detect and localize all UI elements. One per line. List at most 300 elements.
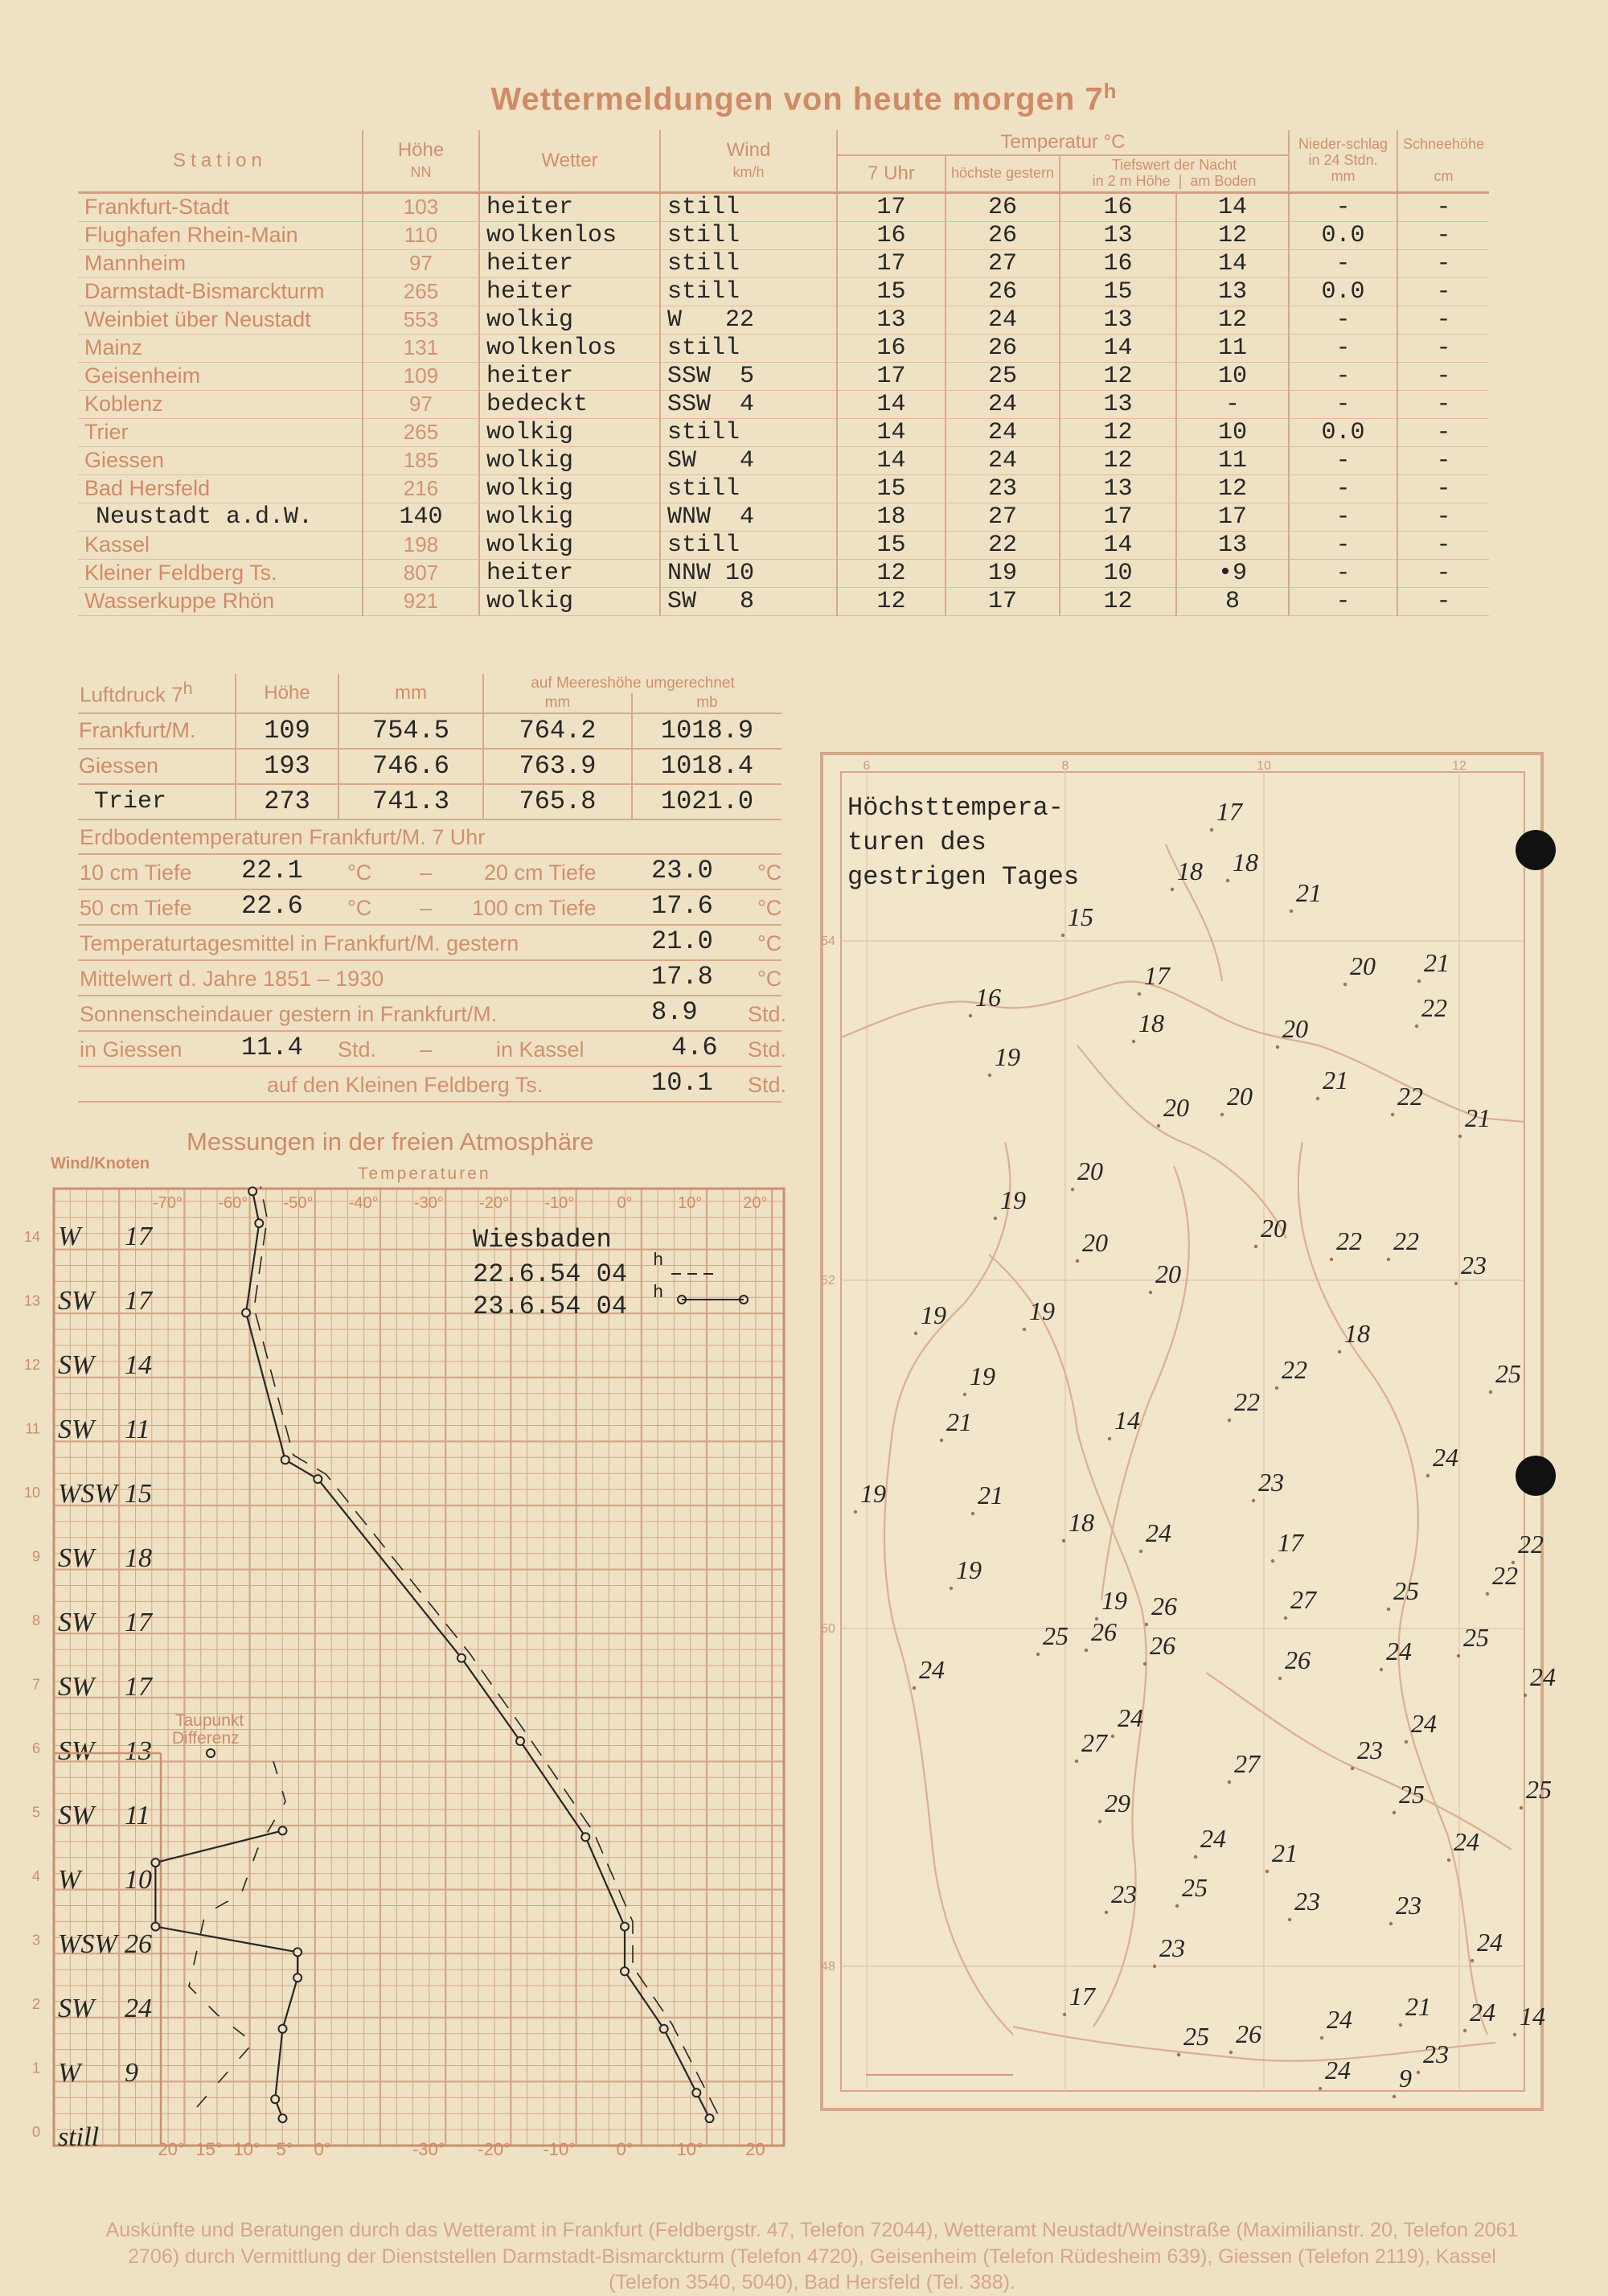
cell-min2m: 12: [1060, 418, 1176, 446]
pressure-cell-sea_mm: 763.9: [483, 749, 632, 784]
cell-min2m: 12: [1060, 587, 1176, 615]
map-station-dot: [1489, 1390, 1492, 1394]
dewpoint-tick-label: 15°: [195, 2139, 223, 2159]
cell-wind: still: [660, 418, 837, 446]
cell-schnee: -: [1397, 249, 1489, 277]
map-temperature-value: 24: [1433, 1443, 1458, 1472]
map-temperature-value: 25: [1043, 1621, 1069, 1650]
cell-station: Bad Hersfeld: [78, 474, 363, 503]
sonne-giessen-kassel-row: in Giessen 11.4 Std. – in Kassel 4.6 Std.: [78, 1032, 781, 1067]
map-station-dot: [994, 1217, 997, 1220]
height-tick-label: 7: [31, 1676, 40, 1693]
map-station-dot: [1399, 2023, 1402, 2027]
wind-speed: 18: [125, 1543, 152, 1573]
cell-min2m: 16: [1060, 249, 1176, 277]
map-station-dot: [1380, 1668, 1383, 1671]
map-station-dot: [1153, 1965, 1156, 1968]
map-temperature-value: 21: [946, 1407, 972, 1436]
wind-direction: W: [58, 1222, 81, 1251]
cell-wetter: wolkenlos: [479, 334, 660, 362]
pressure-cell-hoehe: 109: [236, 713, 338, 749]
cell-t7: 15: [837, 531, 946, 559]
station-label: Wiesbaden: [473, 1225, 612, 1255]
pressure-header-hoehe: Höhe: [236, 674, 338, 713]
cell-wind: SW 4: [660, 446, 837, 474]
header-hoehe: Höhe NN: [363, 130, 479, 192]
map-station-dot: [1288, 1918, 1291, 1921]
map-station-dot: [1276, 1045, 1279, 1049]
map-station-dot: [940, 1439, 943, 1442]
wind-direction: SW: [58, 1736, 95, 1766]
map-temperature-value: 21: [1424, 948, 1450, 977]
map-station-dot: [1278, 1677, 1282, 1680]
map-station-dot: [1061, 934, 1064, 937]
map-station-dot: [1343, 983, 1347, 986]
cell-max: 24: [946, 306, 1060, 334]
map-temperature-value: 20: [1155, 1259, 1181, 1288]
weather-row: [78, 306, 1489, 334]
map-station-dot: [1149, 1291, 1152, 1294]
cell-station: Flughafen Rhein-Main: [78, 221, 363, 249]
pressure-header-sea-mb: mb: [632, 693, 781, 713]
pressure-header-sea: auf Meereshöhe umgerechnet: [483, 674, 781, 693]
cell-nied: -: [1289, 503, 1397, 531]
cell-station: Weinbiet über Neustadt: [78, 306, 363, 334]
cell-nied: -: [1289, 192, 1397, 221]
map-temperature-value: 27: [1081, 1728, 1107, 1757]
cell-wind: SSW 4: [660, 390, 837, 418]
map-station-dot: [1275, 1386, 1278, 1390]
header-tiefstwert: Tiefswert der Nacht in 2 m Höhe | am Boden: [1060, 155, 1289, 192]
date1-sup: h: [653, 1251, 664, 1271]
height-tick-label: 8: [31, 1612, 40, 1629]
cell-schnee: -: [1397, 559, 1489, 587]
map-station-dot: [1171, 888, 1174, 891]
cell-boden: 12: [1176, 221, 1289, 249]
wind-speed: 17: [125, 1222, 152, 1251]
map-station-dot: [1524, 1694, 1527, 1697]
height-tick-label: 11: [25, 1420, 40, 1437]
height-tick-label: 5: [31, 1804, 40, 1821]
wind-speed: 14: [125, 1350, 152, 1380]
cell-nied: 0.0: [1289, 277, 1397, 306]
map-temperature-value: 19: [956, 1555, 982, 1584]
cell-min2m: 17: [1060, 503, 1176, 531]
cell-schnee: -: [1397, 418, 1489, 446]
header-t7: 7 Uhr: [837, 155, 946, 192]
height-tick-label: 0: [31, 2124, 40, 2140]
meridian-label: 12: [1452, 759, 1466, 773]
map-temperature-value: 17: [1144, 961, 1170, 990]
map-temperature-value: 23: [1159, 1933, 1185, 1962]
cell-wind: still: [660, 277, 837, 306]
cell-nied: -: [1289, 249, 1397, 277]
map-station-dot: [1284, 1616, 1287, 1620]
cell-t7: 18: [837, 503, 946, 531]
cell-schnee: -: [1397, 362, 1489, 390]
cell-station: Geisenheim: [78, 362, 363, 390]
cell-nied: -: [1289, 446, 1397, 474]
soil-row-50-100: 50 cm Tiefe 22.6 °C – 100 cm Tiefe 17.6 °C: [78, 890, 781, 926]
wind-label: Wind/Knoten: [51, 1155, 150, 1173]
page-title: Wettermeldungen von heute morgen 7$^h$: [490, 79, 1118, 117]
cell-t7: 17: [837, 192, 946, 221]
cell-max: 25: [946, 362, 1060, 390]
temp-tick-label: -20°: [479, 1194, 510, 1212]
map-station-dot: [969, 1014, 972, 1017]
cell-wetter: wolkig: [479, 503, 660, 531]
cell-hoehe: 97: [363, 390, 479, 418]
cell-min2m: 12: [1060, 446, 1176, 474]
cell-max: 24: [946, 418, 1060, 446]
soil-row-10-20: 10 cm Tiefe 22.1 °C – 20 cm Tiefe 23.0 °C: [78, 855, 781, 890]
wind-direction: SW: [58, 1801, 95, 1830]
map-temperature-value: 24: [1118, 1703, 1143, 1732]
map-temperature-value: 19: [1101, 1586, 1127, 1615]
temp-tick-label: -50°: [283, 1194, 314, 1212]
map-station-dot: [854, 1510, 857, 1514]
cell-min2m: 16: [1060, 192, 1176, 221]
map-station-dot: [1415, 1025, 1418, 1028]
map-station-dot: [1145, 1623, 1148, 1626]
map-station-dot: [1105, 1911, 1108, 1914]
weather-row: [78, 334, 1489, 362]
map-temperature-value: 20: [1282, 1014, 1308, 1043]
map-temperature-value: 21: [1465, 1103, 1491, 1132]
cell-min2m: 13: [1060, 390, 1176, 418]
cell-wind: still: [660, 474, 837, 503]
cell-station: Giessen: [78, 446, 363, 474]
map-station-dot: [1458, 1135, 1462, 1138]
map-station-dot: [1457, 1654, 1460, 1657]
cell-max: 26: [946, 277, 1060, 306]
wind-direction: SW: [58, 1543, 95, 1573]
cell-wetter: wolkenlos: [479, 221, 660, 249]
map-temperature-value: 20: [1082, 1228, 1108, 1257]
temp-bottom-tick-label: 20: [745, 2139, 765, 2159]
parallel-label: 54: [821, 934, 835, 948]
cell-station: Trier: [78, 418, 363, 446]
cell-nied: -: [1289, 474, 1397, 503]
map-temperature-value: 22: [1336, 1226, 1362, 1255]
map-station-dot: [1391, 1113, 1394, 1116]
cell-wind: W 22: [660, 306, 837, 334]
cell-t7: 12: [837, 559, 946, 587]
map-station-dot: [1338, 1350, 1341, 1353]
sonne-feldberg-row: auf den Kleinen Feldberg Ts. 10.1 Std.: [78, 1067, 781, 1103]
cell-station: Neustadt a.d.W.: [78, 503, 363, 531]
cell-hoehe: 185: [363, 446, 479, 474]
cell-boden: 13: [1176, 531, 1289, 559]
cell-max: 19: [946, 559, 1060, 587]
weather-row: [78, 362, 1489, 390]
map-temperature-value: 20: [1163, 1093, 1189, 1122]
cell-hoehe: 97: [363, 249, 479, 277]
map-station-dot: [1075, 1760, 1078, 1763]
map-temperature-value: 22: [1282, 1355, 1307, 1384]
cell-hoehe: 131: [363, 334, 479, 362]
map-temperature-value: 24: [1325, 2056, 1351, 2084]
temp-tick-label: -30°: [413, 1194, 444, 1212]
cell-station: Darmstadt-Bismarckturm: [78, 277, 363, 306]
wind-speed: 10: [125, 1865, 152, 1895]
wind-speed: 13: [125, 1736, 152, 1766]
map-temperature-value: 20: [1227, 1082, 1253, 1111]
map-temperature-value: 22: [1393, 1226, 1419, 1255]
cell-wind: still: [660, 531, 837, 559]
atmosphere-title: Messungen in der freien Atmosphäre: [187, 1127, 594, 1156]
cell-max: 27: [946, 249, 1060, 277]
cell-hoehe: 265: [363, 418, 479, 446]
map-station-dot: [1463, 2029, 1466, 2032]
map-station-dot: [1454, 1282, 1458, 1285]
cell-wetter: wolkig: [479, 446, 660, 474]
map-temperature-value: 25: [1399, 1780, 1425, 1809]
height-tick-label: 13: [23, 1292, 40, 1309]
map-temperature-value: 18: [1069, 1508, 1094, 1537]
map-temperature-value: 24: [1146, 1518, 1171, 1547]
map-station-dot: [1076, 1259, 1079, 1263]
date2-sup: h: [653, 1283, 664, 1303]
cell-max: 26: [946, 334, 1060, 362]
temp-tick-label: -70°: [153, 1194, 183, 1212]
cell-boden: 8: [1176, 587, 1289, 615]
map-station-dot: [1265, 1870, 1269, 1873]
cell-t7: 14: [837, 446, 946, 474]
map-station-dot: [1417, 2071, 1420, 2074]
cell-t7: 17: [837, 249, 946, 277]
wind-direction: SW: [58, 1415, 95, 1444]
cell-station: Mainz: [78, 334, 363, 362]
map-temperature-value: 27: [1290, 1585, 1316, 1614]
cell-schnee: -: [1397, 221, 1489, 249]
cell-hoehe: 140: [363, 503, 479, 531]
cell-wetter: wolkig: [479, 418, 660, 446]
map-station-dot: [1175, 1904, 1179, 1908]
map-station-dot: [1393, 1811, 1396, 1814]
wind-speed: 17: [125, 1672, 152, 1702]
map-temperature-value: 24: [1477, 1928, 1503, 1957]
header-schnee: Schneehöhe cm: [1397, 130, 1489, 192]
temp-tick-label: 0°: [617, 1194, 633, 1212]
parallel-label: 52: [821, 1274, 835, 1288]
cell-wind: still: [660, 249, 837, 277]
map-temperature-value: 14: [1520, 2002, 1545, 2031]
cell-station: Frankfurt-Stadt: [78, 192, 363, 221]
map-temperature-value: 23: [1396, 1891, 1421, 1920]
cell-wetter: bedeckt: [479, 390, 660, 418]
map-station-dot: [914, 1332, 917, 1335]
header-station: Station: [78, 130, 363, 192]
height-tick-label: 2: [31, 1996, 40, 2012]
wind-speed: 15: [125, 1479, 152, 1509]
cell-schnee: -: [1397, 587, 1489, 615]
cell-t7: 15: [837, 277, 946, 306]
map-station-dot: [950, 1587, 953, 1590]
cell-schnee: -: [1397, 192, 1489, 221]
cell-schnee: -: [1397, 334, 1489, 362]
map-temperature-value: 17: [1069, 1982, 1095, 2011]
cell-t7: 12: [837, 587, 946, 615]
map-station-dot: [1108, 1437, 1111, 1440]
map-temperature-value: 19: [995, 1042, 1020, 1071]
cell-wind: WNW 4: [660, 503, 837, 531]
dewpoint-tick-label: 5°: [276, 2139, 293, 2159]
height-tick-label: 6: [31, 1740, 40, 1756]
cell-wetter: heiter: [479, 559, 660, 587]
pressure-cell-mb: 1018.4: [632, 749, 781, 784]
pressure-cell-mm: 754.5: [338, 713, 483, 749]
map-temperature-value: 22: [1397, 1082, 1423, 1111]
map-station-dot: [1220, 1113, 1224, 1116]
map-temperature-value: 19: [970, 1362, 995, 1390]
weather-row: [78, 418, 1489, 446]
map-temperature-value: 17: [1216, 797, 1242, 826]
date2-label: 23.6.54 04: [473, 1292, 628, 1321]
cell-wetter: wolkig: [479, 531, 660, 559]
cell-hoehe: 807: [363, 559, 479, 587]
map-temperature-value: 25: [1182, 1873, 1208, 1902]
cell-min2m: 13: [1060, 306, 1176, 334]
map-station-dot: [1387, 1258, 1390, 1261]
cell-hoehe: 553: [363, 306, 479, 334]
map-temperature-value: 26: [1151, 1592, 1177, 1620]
meridian-label: 10: [1257, 759, 1271, 773]
map-temperature-value: 24: [1327, 2005, 1352, 2034]
map-station-dot: [1320, 2036, 1323, 2039]
map-station-dot: [1138, 992, 1141, 996]
cell-wind: SSW 5: [660, 362, 837, 390]
cell-min2m: 13: [1060, 221, 1176, 249]
cell-schnee: -: [1397, 306, 1489, 334]
map-temperature-value: 20: [1077, 1156, 1103, 1185]
map-station-dot: [1132, 1040, 1135, 1043]
cell-wind: still: [660, 192, 837, 221]
map-temperature-value: 26: [1285, 1645, 1311, 1674]
map-temperature-value: 20: [1261, 1214, 1286, 1242]
map-temperature-value: 23: [1423, 2039, 1449, 2068]
cell-hoehe: 921: [363, 587, 479, 615]
temp-tick-label: -40°: [348, 1194, 379, 1212]
cell-nied: -: [1289, 587, 1397, 615]
map-station-dot: [1471, 1959, 1474, 1962]
pressure-cell-station: Giessen: [78, 749, 236, 784]
wind-direction: still: [58, 2122, 100, 2152]
cell-min2m: 14: [1060, 531, 1176, 559]
pressure-row: [78, 713, 781, 749]
map-temperature-value: 25: [1393, 1576, 1419, 1605]
height-tick-label: 1: [31, 2060, 40, 2076]
cell-schnee: -: [1397, 474, 1489, 503]
wind-direction: SW: [58, 1286, 95, 1316]
temp-bottom-tick-label: -30°: [412, 2139, 445, 2159]
punch-hole-bottom: [1516, 1456, 1556, 1496]
temp-bottom-tick-label: -10°: [543, 2139, 576, 2159]
cell-boden: 10: [1176, 418, 1289, 446]
weather-row: [78, 531, 1489, 559]
map-boundary-line: [1077, 1045, 1286, 1238]
wind-direction: W: [58, 1865, 81, 1895]
cell-hoehe: 110: [363, 221, 479, 249]
cell-boden: 12: [1176, 306, 1289, 334]
map-station-dot: [1271, 1559, 1274, 1563]
map-station-dot: [1139, 1550, 1142, 1553]
pressure-cell-station: Trier: [78, 784, 236, 819]
dewpoint-point: [279, 2114, 287, 2122]
map-temperature-value: 24: [1454, 1827, 1479, 1856]
cell-boden: 10: [1176, 362, 1289, 390]
wind-direction: W: [58, 2058, 81, 2088]
dewpoint-tick-label: 10°: [233, 2139, 260, 2159]
map-temperature-value: 16: [975, 983, 1001, 1012]
map-temperature-value: 24: [1530, 1662, 1556, 1691]
map-station-dot: [1387, 1608, 1390, 1611]
weather-row: [78, 503, 1489, 531]
cell-nied: -: [1289, 334, 1397, 362]
cell-wetter: heiter: [479, 277, 660, 306]
wind-speed: 24: [125, 1994, 152, 2023]
map-temperature-value: 18: [1177, 856, 1203, 885]
map-station-dot: [1254, 1245, 1257, 1248]
cell-schnee: -: [1397, 277, 1489, 306]
map-temperature-value: 24: [1386, 1637, 1412, 1666]
map-temperature-value: 19: [1029, 1296, 1055, 1325]
meridian-label: 6: [863, 759, 871, 773]
meridian-label: 8: [1061, 759, 1069, 773]
pressure-cell-mb: 1021.0: [632, 784, 781, 819]
map-temperature-value: 20: [1350, 951, 1376, 980]
cell-hoehe: 198: [363, 531, 479, 559]
temperature-point: [706, 2114, 714, 2122]
map-temperature-value: 23: [1461, 1251, 1487, 1279]
cell-min2m: 14: [1060, 334, 1176, 362]
pressure-cell-sea_mm: 765.8: [483, 784, 632, 819]
cell-t7: 15: [837, 474, 946, 503]
map-station-dot: [913, 1686, 916, 1690]
map-temperature-value: 26: [1091, 1617, 1117, 1646]
cell-wind: still: [660, 334, 837, 362]
mittelwert-row: Mittelwert d. Jahre 1851 – 1930 17.8 °C: [78, 961, 781, 996]
wind-direction: WSW: [58, 1479, 117, 1509]
map-station-dot: [1071, 1188, 1074, 1191]
map-temperature-value: 22: [1518, 1530, 1544, 1559]
cell-max: 22: [946, 531, 1060, 559]
cell-t7: 16: [837, 221, 946, 249]
map-station-dot: [1316, 1097, 1319, 1100]
header-niederschlag: Nieder-schlag in 24 Stdn. mm: [1289, 130, 1397, 192]
map-station-dot: [1252, 1499, 1255, 1502]
pressure-header-label: Luftdruck 7$^h$: [78, 674, 236, 713]
weather-row: [78, 390, 1489, 418]
map-title: Höchsttempera- turen des gestrigen Tages: [847, 793, 1080, 892]
map-temperature-value: 21: [1405, 1992, 1431, 2021]
pressure-cell-sea_mm: 764.2: [483, 713, 632, 749]
map-temperature-value: 14: [1114, 1406, 1140, 1435]
weather-row: [78, 277, 1489, 306]
date1-label: 22.6.54 04: [473, 1259, 628, 1289]
cell-hoehe: 216: [363, 474, 479, 503]
cell-wetter: heiter: [479, 192, 660, 221]
cell-station: Kassel: [78, 531, 363, 559]
map-temperature-value: 23: [1111, 1879, 1137, 1908]
map-temperature-value: 15: [1068, 902, 1093, 931]
map-station-dot: [1351, 1767, 1354, 1770]
cell-max: 27: [946, 503, 1060, 531]
pressure-cell-mb: 1018.9: [632, 713, 781, 749]
temp-bottom-tick-label: 0°: [616, 2139, 634, 2159]
map-temperature-value: 27: [1234, 1749, 1260, 1778]
map-station-dot: [1405, 1740, 1408, 1744]
